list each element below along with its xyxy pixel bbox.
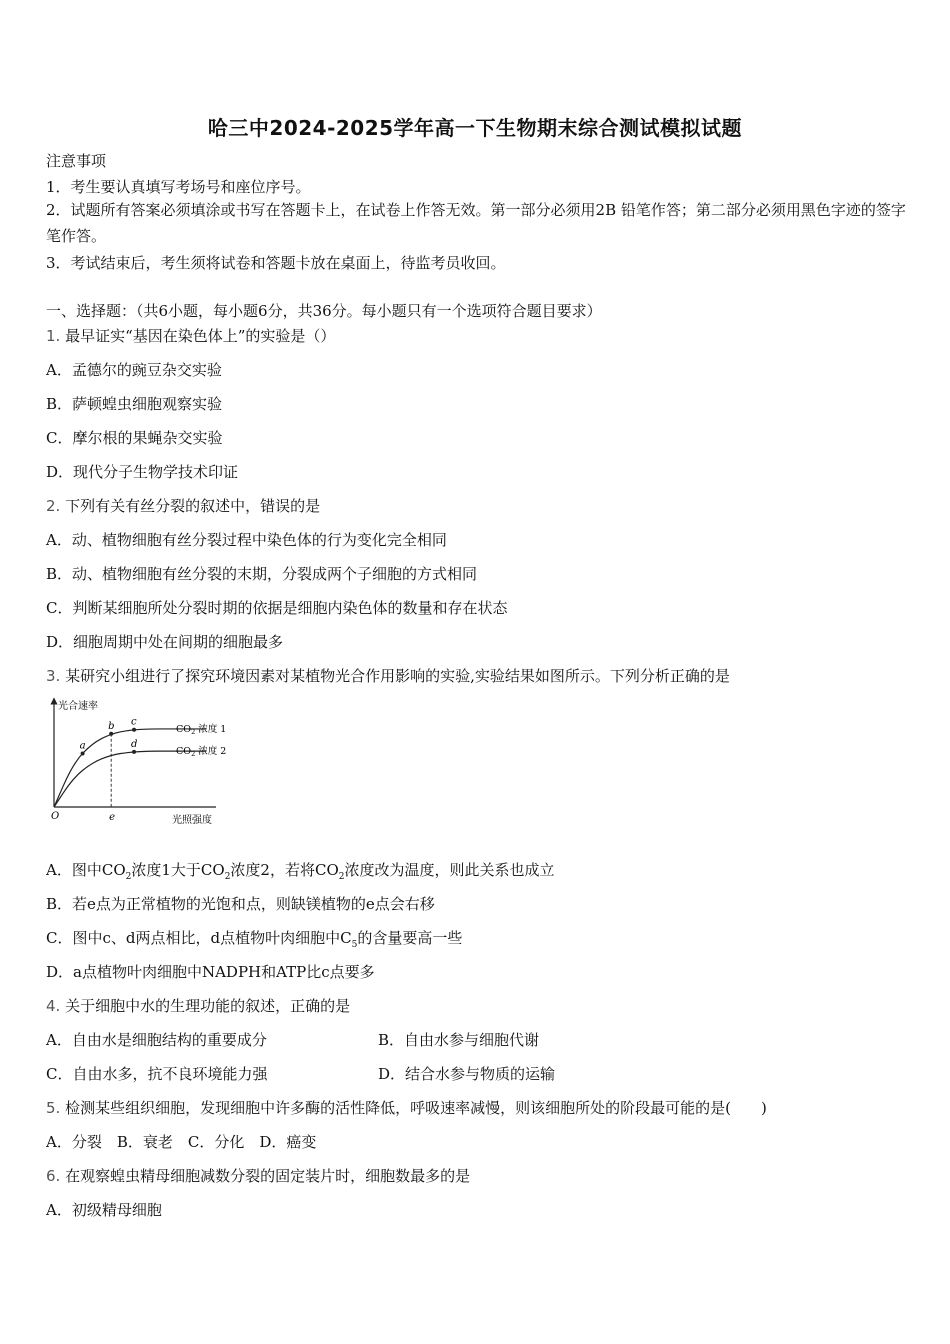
question-number: 3. bbox=[46, 667, 61, 685]
point-label-a: a bbox=[79, 740, 86, 752]
point-a bbox=[81, 752, 85, 756]
y-axis-label: 光合速率 bbox=[58, 701, 98, 712]
q2-option-c: C．判断某细胞所处分裂时期的依据是细胞内染色体的数量和存在状态 bbox=[46, 599, 508, 617]
question-stem: 最早证实“基因在染色体上”的实验是（） bbox=[65, 327, 336, 345]
page-title: 哈三中2024-2025学年高一下生物期末综合测试模拟试题 bbox=[207, 116, 743, 140]
notice-item-2: 2．试题所有答案必须填涂或书写在答题卡上，在试卷上作答无效。第一部分必须用2B 铅笔作答；第二部分必须用黑色字迹的签字笔作答。 bbox=[46, 201, 906, 245]
question-6 bbox=[46, 1165, 470, 1186]
question-stem: 检测某些组织细胞，发现细胞中许多酶的活性降低，呼吸速率减慢，则该细胞所处的阶段最可能的是( ) bbox=[65, 1099, 767, 1117]
q1-option-c: C．摩尔根的果蝇杂交实验 bbox=[46, 429, 223, 447]
question-number: 1. bbox=[46, 327, 61, 345]
q5-options: A．分裂 B．衰老 C．分化 D．癌变 bbox=[46, 1133, 317, 1151]
question-number: 5. bbox=[46, 1099, 61, 1117]
question-stem: 下列有关有丝分裂的叙述中，错误的是 bbox=[65, 497, 321, 515]
q3-option-c: C．图中c、d两点相比，d点植物叶肉细胞中$C_5$的含量要高一些 bbox=[46, 929, 463, 950]
question-1 bbox=[46, 325, 335, 346]
question-stem: 某研究小组进行了探究环境因素对某植物光合作用影响的实验,实验结果如图所示。下列分析正确的是 bbox=[65, 667, 730, 685]
q4-option-b: B．自由水参与细胞代谢 bbox=[378, 1031, 540, 1049]
e-label: e bbox=[109, 812, 116, 823]
question-4 bbox=[46, 995, 350, 1016]
question-stem: 在观察蝗虫精母细胞减数分裂的固定装片时，细胞数最多的是 bbox=[65, 1167, 471, 1185]
origin-label: O bbox=[51, 811, 60, 822]
series-line-co2-2 bbox=[54, 751, 206, 807]
question-stem: 关于细胞中水的生理功能的叙述，正确的是 bbox=[65, 997, 351, 1015]
q2-option-b: B．动、植物细胞有丝分裂的末期，分裂成两个子细胞的方式相同 bbox=[46, 565, 478, 583]
q3-option-b: B．若e点为正常植物的光饱和点，则缺镁植物的e点会右移 bbox=[46, 895, 435, 913]
question-3 bbox=[46, 665, 730, 686]
q2-option-d: D．细胞周期中处在间期的细胞最多 bbox=[46, 633, 284, 651]
q1-option-a: A．孟德尔的豌豆杂交实验 bbox=[46, 361, 222, 379]
notice-heading: 注意事项 bbox=[46, 152, 107, 170]
point-label-c: c bbox=[131, 716, 137, 728]
q1-option-b: B．萨顿蝗虫细胞观察实验 bbox=[46, 395, 223, 413]
legend-co2-2: $CO_2$ 浓度 2 bbox=[176, 746, 227, 759]
notice-item-3: 3．考试结束后，考生须将试卷和答题卡放在桌面上，待监考员收回。 bbox=[46, 254, 506, 272]
section-heading: 一、选择题：（共6小题，每小题6分，共36分。每小题只有一个选项符合题目要求） bbox=[46, 302, 602, 320]
question-number: 2. bbox=[46, 497, 61, 515]
point-c bbox=[132, 728, 136, 732]
question-2 bbox=[46, 495, 320, 516]
question-number: 6. bbox=[46, 1167, 61, 1185]
q4-option-c: C．自由水多，抗不良环境能力强 bbox=[46, 1065, 268, 1083]
q2-option-a: A．动、植物细胞有丝分裂过程中染色体的行为变化完全相同 bbox=[46, 531, 447, 549]
q1-option-d: D．现代分子生物学技术印证 bbox=[46, 463, 239, 481]
q3-option-d: D．a点植物叶肉细胞中NADPH和ATP比c点要多 bbox=[46, 963, 375, 981]
q4-option-a: A．自由水是细胞结构的重要成分 bbox=[46, 1031, 267, 1049]
q3-option-a: A．图中$CO_2$浓度1大于$CO_2$浓度2，若将$CO_2$浓度改为温度，则此关系也成立 bbox=[46, 861, 555, 882]
legend-co2-1: $CO_2$ 浓度 1 bbox=[176, 723, 227, 736]
question-5 bbox=[46, 1097, 767, 1118]
photosynthesis-chart bbox=[46, 697, 246, 829]
question-number: 4. bbox=[46, 997, 61, 1015]
x-axis-label: 光照强度 bbox=[172, 815, 212, 826]
q4-option-d: D．结合水参与物质的运输 bbox=[378, 1065, 556, 1083]
point-label-d: d bbox=[131, 738, 138, 750]
point-label-b: b bbox=[108, 720, 115, 732]
notice-item-1: 1．考生要认真填写考场号和座位序号。 bbox=[46, 178, 311, 196]
point-d bbox=[132, 750, 136, 754]
point-b bbox=[109, 732, 113, 736]
q6-option-a: A．初级精母细胞 bbox=[46, 1201, 162, 1219]
